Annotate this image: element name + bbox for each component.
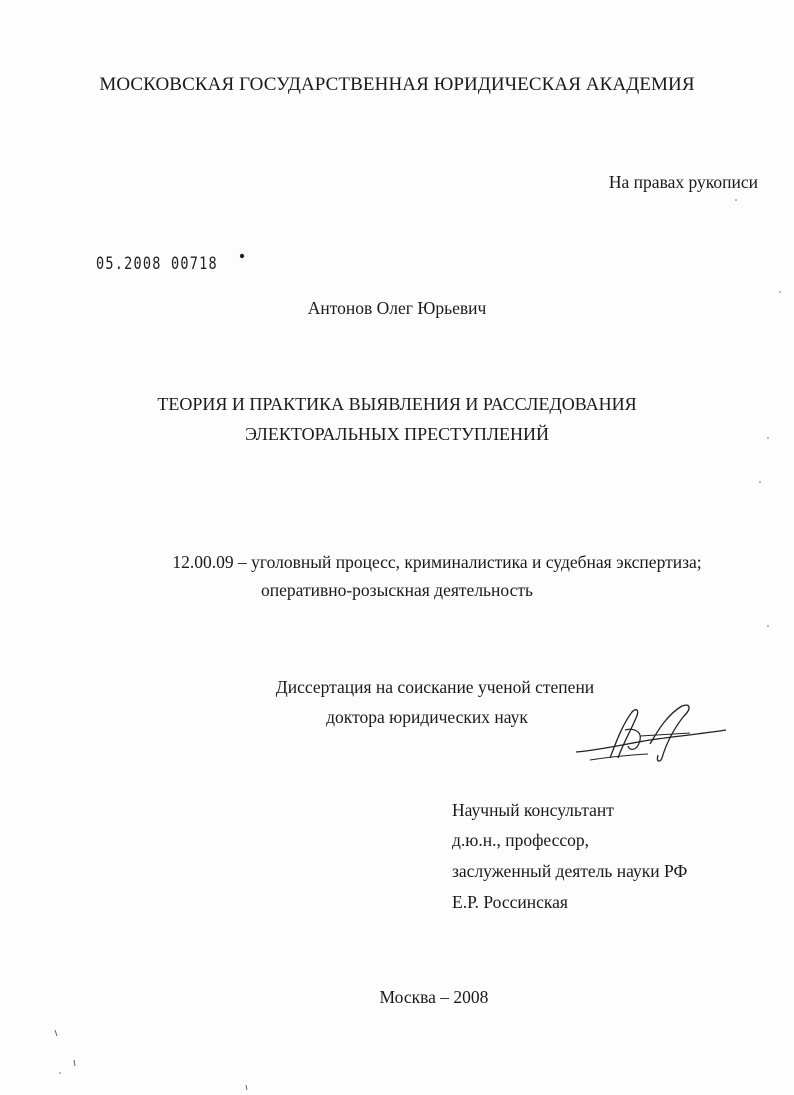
dissertation-degree-line-2: доктора юридических наук (326, 707, 528, 727)
manuscript-rights-note: На правах рукописи (608, 172, 758, 192)
consultant-degree: д.ю.н., профессор, (452, 830, 590, 850)
catalog-number: 05.2008 00718 (96, 254, 218, 273)
consultant-role: Научный консультант (452, 800, 614, 820)
dissertation-title-line-1: ТЕОРИЯ И ПРАКТИКА ВЫЯВЛЕНИЯ И РАССЛЕДОВАНИЯ (157, 394, 637, 414)
dissertation-degree-line-1: Диссертация на соискание ученой степени (275, 677, 595, 697)
consultant-name: Е.Р. Россинская (452, 892, 568, 912)
institution-name: МОСКОВСКАЯ ГОСУДАРСТВЕННАЯ ЮРИДИЧЕСКАЯ АКАДЕМИЯ (99, 74, 695, 95)
author-name: Антонов Олег Юрьевич (307, 298, 487, 318)
specialty-line-1: 12.00.09 – уголовный процесс, криминалистика и судебная экспертиза; (172, 552, 702, 572)
specialty-line-2: оперативно-розыскная деятельность (261, 580, 533, 600)
city-and-year: Москва – 2008 (379, 987, 489, 1007)
dissertation-title-line-2: ЭЛЕКТОРАЛЬНЫХ ПРЕСТУПЛЕНИЙ (244, 424, 550, 444)
handwritten-signature (570, 700, 730, 765)
consultant-honor: заслуженный деятель науки РФ (452, 861, 688, 881)
